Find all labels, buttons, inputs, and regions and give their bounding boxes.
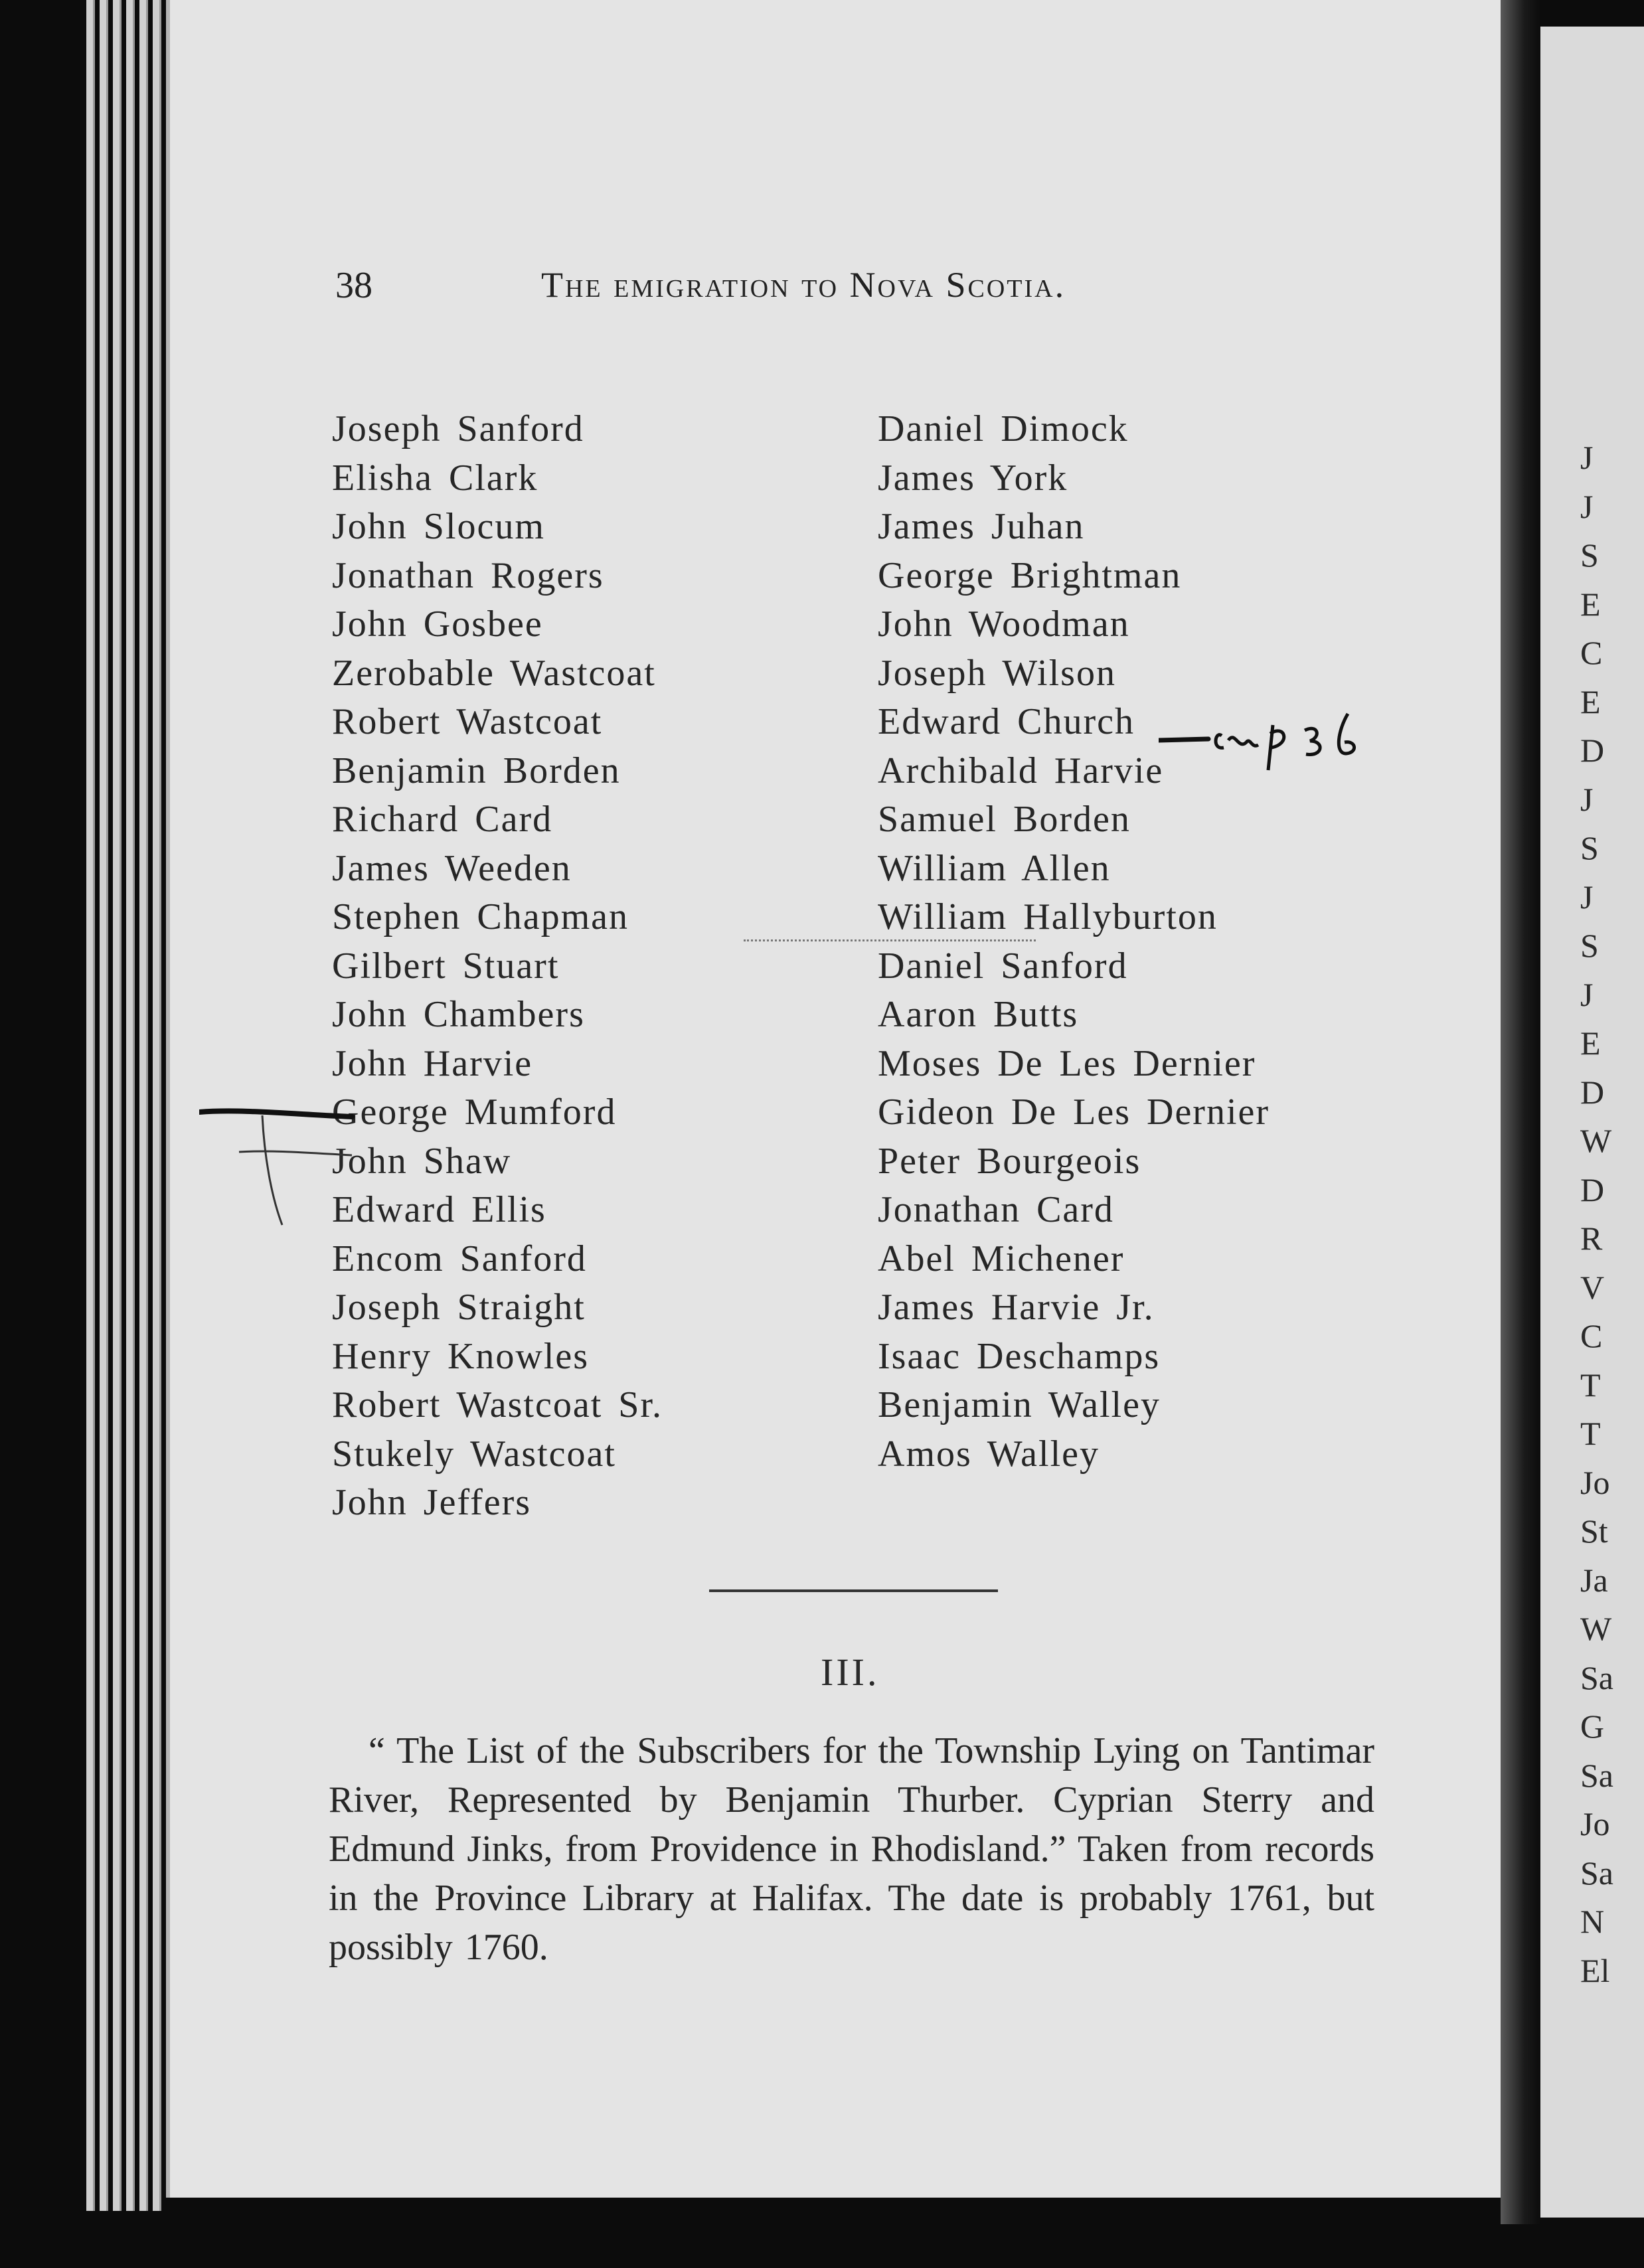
name-entry: Gideon De Les Dernier (878, 1092, 1270, 1133)
facing-page-letter: J (1580, 878, 1594, 916)
name-entry: Peter Bourgeois (878, 1140, 1141, 1182)
name-entry: Elisha Clark (332, 457, 538, 499)
name-entry: Abel Michener (878, 1238, 1125, 1279)
name-entry: Isaac Deschamps (878, 1335, 1161, 1377)
name-entry: Joseph Sanford (332, 408, 584, 449)
facing-page-letter: W (1580, 1122, 1612, 1159)
facing-page-letter: S (1580, 927, 1599, 964)
name-entry: Zerobable Wastcoat (332, 652, 656, 694)
facing-page-letter: S (1580, 829, 1599, 866)
facing-page-letter: N (1580, 1903, 1605, 1940)
name-entry: Encom Sanford (332, 1238, 587, 1279)
name-entry: Edward Ellis (332, 1189, 546, 1230)
name-entry: John Chambers (332, 994, 585, 1035)
pencil-underline (744, 939, 1036, 941)
running-title: The emigration to Nova Scotia. (541, 265, 1066, 305)
section-paragraph: “ The List of the Subscribers for the Township Lying on Tantimar River, Represented by Benjamin Thurber. Cyprian Sterry and Edmund Jinks, from Providence in Rhodisland.” Taken from records in the Province Library at Halifax. The date is probably 1761, but possibly 1760. (329, 1730, 1374, 1968)
name-entry: Daniel Dimock (878, 408, 1129, 449)
margin-cross-mark (199, 1089, 359, 1228)
name-entry: James Weeden (332, 847, 572, 889)
name-entry: Henry Knowles (332, 1335, 590, 1377)
facing-page-letter: D (1580, 732, 1605, 769)
name-entry: Aaron Butts (878, 994, 1079, 1035)
facing-page-letter: C (1580, 1317, 1603, 1354)
name-entry: Amos Walley (878, 1433, 1100, 1475)
name-entry: Benjamin Walley (878, 1384, 1161, 1425)
name-entry: Stukely Wastcoat (332, 1433, 616, 1475)
page-header (335, 264, 1179, 311)
name-entry: Daniel Sanford (878, 945, 1128, 987)
name-entry: Jonathan Card (878, 1189, 1114, 1230)
facing-page-letter: C (1580, 634, 1603, 671)
facing-page-letter: S (1580, 536, 1599, 574)
name-entry: Benjamin Borden (332, 750, 621, 791)
name-entry: John Jeffers (332, 1482, 532, 1523)
name-entry: Samuel Borden (878, 799, 1131, 840)
section-number: III. (821, 1651, 880, 1694)
name-entry: Stephen Chapman (332, 896, 629, 937)
facing-page-letter: J (1580, 780, 1594, 818)
page-number: 38 (335, 265, 372, 306)
handwritten-note-ink (1159, 704, 1411, 777)
facing-page-letter: Ja (1580, 1561, 1608, 1599)
facing-page-letter: Sa (1580, 1659, 1613, 1696)
facing-page-letter: Sa (1580, 1854, 1613, 1892)
facing-page-letter: W (1580, 1610, 1612, 1647)
book-gutter (1501, 0, 1540, 2224)
name-entry: Edward Church (878, 701, 1135, 742)
facing-page-letter: J (1580, 975, 1594, 1013)
name-entry: William Allen (878, 847, 1111, 889)
facing-page-letter: Jo (1580, 1463, 1610, 1501)
facing-page-letter: T (1580, 1415, 1601, 1452)
name-entry: James Harvie Jr. (878, 1287, 1155, 1328)
facing-page-letter: G (1580, 1708, 1605, 1745)
name-entry: John Harvie (332, 1042, 533, 1084)
name-entry: Richard Card (332, 799, 553, 840)
name-entry: George Mumford (332, 1092, 617, 1133)
facing-page-letter: E (1580, 585, 1601, 623)
name-entry: James Juhan (878, 506, 1085, 547)
name-entry: John Shaw (332, 1140, 512, 1182)
name-entry: Joseph Straight (332, 1287, 586, 1328)
names-list-left (332, 405, 663, 1528)
facing-page-edge (1540, 27, 1644, 2218)
facing-page-letter: Jo (1580, 1805, 1610, 1842)
facing-page-letter: J (1580, 439, 1594, 476)
name-entry: Jonathan Rogers (332, 554, 604, 596)
name-entry: Gilbert Stuart (332, 945, 560, 987)
facing-page-letter: D (1580, 1171, 1605, 1208)
facing-page-letter: St (1580, 1512, 1608, 1550)
name-entry: Moses De Les Dernier (878, 1042, 1256, 1084)
facing-page-letter: R (1580, 1220, 1603, 1257)
name-entry: James York (878, 457, 1068, 499)
name-entry: John Gosbee (332, 604, 543, 645)
name-entry: Joseph Wilson (878, 652, 1116, 694)
facing-page-letter: E (1580, 1024, 1601, 1062)
name-entry: John Woodman (878, 604, 1130, 645)
facing-page-letter: Sa (1580, 1756, 1613, 1794)
facing-page-letter: E (1580, 683, 1601, 720)
names-list-right (878, 405, 1270, 1479)
facing-page-letter: D (1580, 1073, 1605, 1111)
facing-page-letter: V (1580, 1268, 1605, 1306)
name-entry: William Hallyburton (878, 896, 1218, 937)
name-entry: George Brightman (878, 554, 1182, 596)
name-entry: Archibald Harvie (878, 750, 1164, 791)
name-entry: Robert Wastcoat (332, 701, 603, 742)
handwritten-note (1159, 704, 1411, 777)
name-entry: Robert Wastcoat Sr. (332, 1384, 663, 1425)
name-entry: John Slocum (332, 506, 545, 547)
facing-page-letter: J (1580, 487, 1594, 525)
facing-page-letter: T (1580, 1366, 1601, 1404)
facing-page-letter: El (1580, 1951, 1610, 1989)
section-divider (709, 1589, 998, 1592)
